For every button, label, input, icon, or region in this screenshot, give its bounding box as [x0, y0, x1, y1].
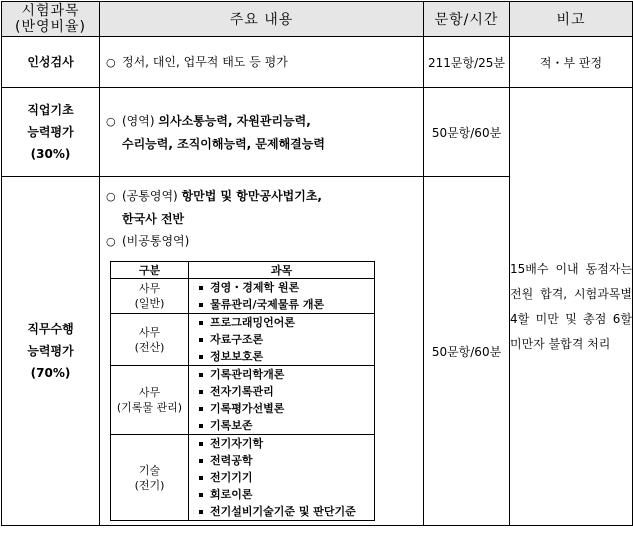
job-subject-1: 직무수행: [27, 322, 74, 336]
square-bullet-icon: [199, 424, 203, 428]
subject-item: 전기자기학: [199, 435, 374, 452]
square-bullet-icon: [199, 510, 203, 514]
inner-header-category: 구분: [111, 262, 189, 279]
basic-subject-3: (30%): [30, 147, 71, 161]
content-basic: [100, 88, 424, 177]
header-items: 문항/시간: [424, 2, 510, 37]
subject-item: 정보보호론: [199, 348, 374, 365]
inner-row: [111, 279, 375, 314]
group-name: 사무 (전산): [111, 314, 189, 366]
inner-header-subjects: 과목: [189, 262, 375, 279]
subject-item: 전자기록관리: [199, 383, 374, 400]
subject-item: 기록관리학개론: [199, 366, 374, 383]
subject-item: 회로이론: [199, 486, 374, 503]
basic-content-1: 의사소통능력, 자원관리능력,: [158, 113, 311, 128]
job-subject-2: 능력평가: [27, 344, 74, 358]
subject-job: [2, 177, 100, 526]
group-subjects: [189, 435, 375, 521]
subject-item: 전기기기: [199, 469, 374, 486]
subject-item: 경영・경제학 원론: [199, 279, 374, 296]
row-basic: [2, 88, 633, 177]
group-subjects: [189, 314, 375, 366]
square-bullet-icon: [199, 493, 203, 497]
square-bullet-icon: [199, 286, 203, 290]
group-subjects: [189, 366, 375, 435]
header-content: 주요 내용: [100, 2, 424, 37]
row-personality: [2, 37, 633, 88]
header-row: [2, 2, 633, 37]
header-note: 비고: [510, 2, 633, 37]
circle-bullet-icon: ○: [106, 190, 116, 203]
group-name: 사무 (기록물 관리): [111, 366, 189, 435]
noncommon-label: (비공통영역): [122, 234, 190, 248]
square-bullet-icon: [199, 321, 203, 325]
subject-item: 기록평가선별론: [199, 400, 374, 417]
subject-personality: 인성검사: [2, 37, 100, 88]
square-bullet-icon: [199, 476, 203, 480]
subject-item: 자료구조론: [199, 331, 374, 348]
square-bullet-icon: [199, 338, 203, 342]
inner-header-row: [111, 262, 375, 279]
square-bullet-icon: [199, 303, 203, 307]
personality-content: 정서, 대인, 업무적 태도 등 평가: [122, 54, 288, 69]
basic-subject-1: 직업기초: [27, 103, 74, 117]
square-bullet-icon: [199, 373, 203, 377]
job-subject-3: (70%): [30, 366, 71, 380]
common-line-1: 항만법 및 항만공사법기초,: [181, 189, 322, 203]
content-job: [100, 177, 424, 526]
note-personality: 적・부 판정: [510, 37, 633, 88]
content-personality: [100, 37, 424, 88]
inner-row: [111, 435, 375, 521]
basic-content-2: 수리능력, 조직이해능력, 문제해결능력: [122, 136, 325, 151]
square-bullet-icon: [199, 459, 203, 463]
square-bullet-icon: [199, 390, 203, 394]
items-job: 50문항/60분: [424, 177, 510, 526]
header-subject-text: 시험과목 (반영비율): [14, 3, 87, 35]
items-personality: 211문항/25분: [424, 37, 510, 88]
items-basic: 50문항/60분: [424, 88, 510, 177]
circle-bullet-icon: ○: [106, 114, 116, 128]
basic-prefix: (영역): [122, 113, 155, 128]
subject-item: 물류관리/국제물류 개론: [199, 296, 374, 313]
group-name: 기술 (전기): [111, 435, 189, 521]
inner-row: [111, 366, 375, 435]
header-subject: [2, 2, 100, 37]
circle-bullet-icon: ○: [106, 55, 116, 69]
circle-bullet-icon: ○: [106, 235, 116, 248]
common-prefix: (공통영역): [122, 189, 178, 203]
group-subjects: [189, 279, 375, 314]
group-name: 사무 (일반): [111, 279, 189, 314]
inner-row: [111, 314, 375, 366]
subject-basic: [2, 88, 100, 177]
square-bullet-icon: [199, 442, 203, 446]
subject-table: [110, 261, 375, 521]
square-bullet-icon: [199, 355, 203, 359]
basic-subject-2: 능력평가: [27, 125, 74, 139]
subject-item: 전력공학: [199, 452, 374, 469]
exam-table: [1, 1, 633, 526]
shared-note: 15배수 이내 동점자는 전원 합격, 시험과목별 4할 미만 및 총점 6할 미만자 불합격 처리: [510, 88, 633, 526]
subject-item: 전기설비기술기준 및 판단기준: [199, 503, 374, 520]
subject-item: 프로그래밍언어론: [199, 314, 374, 331]
square-bullet-icon: [199, 407, 203, 411]
common-line-2: 한국사 전반: [122, 212, 185, 226]
subject-item: 기록보존: [199, 417, 374, 434]
